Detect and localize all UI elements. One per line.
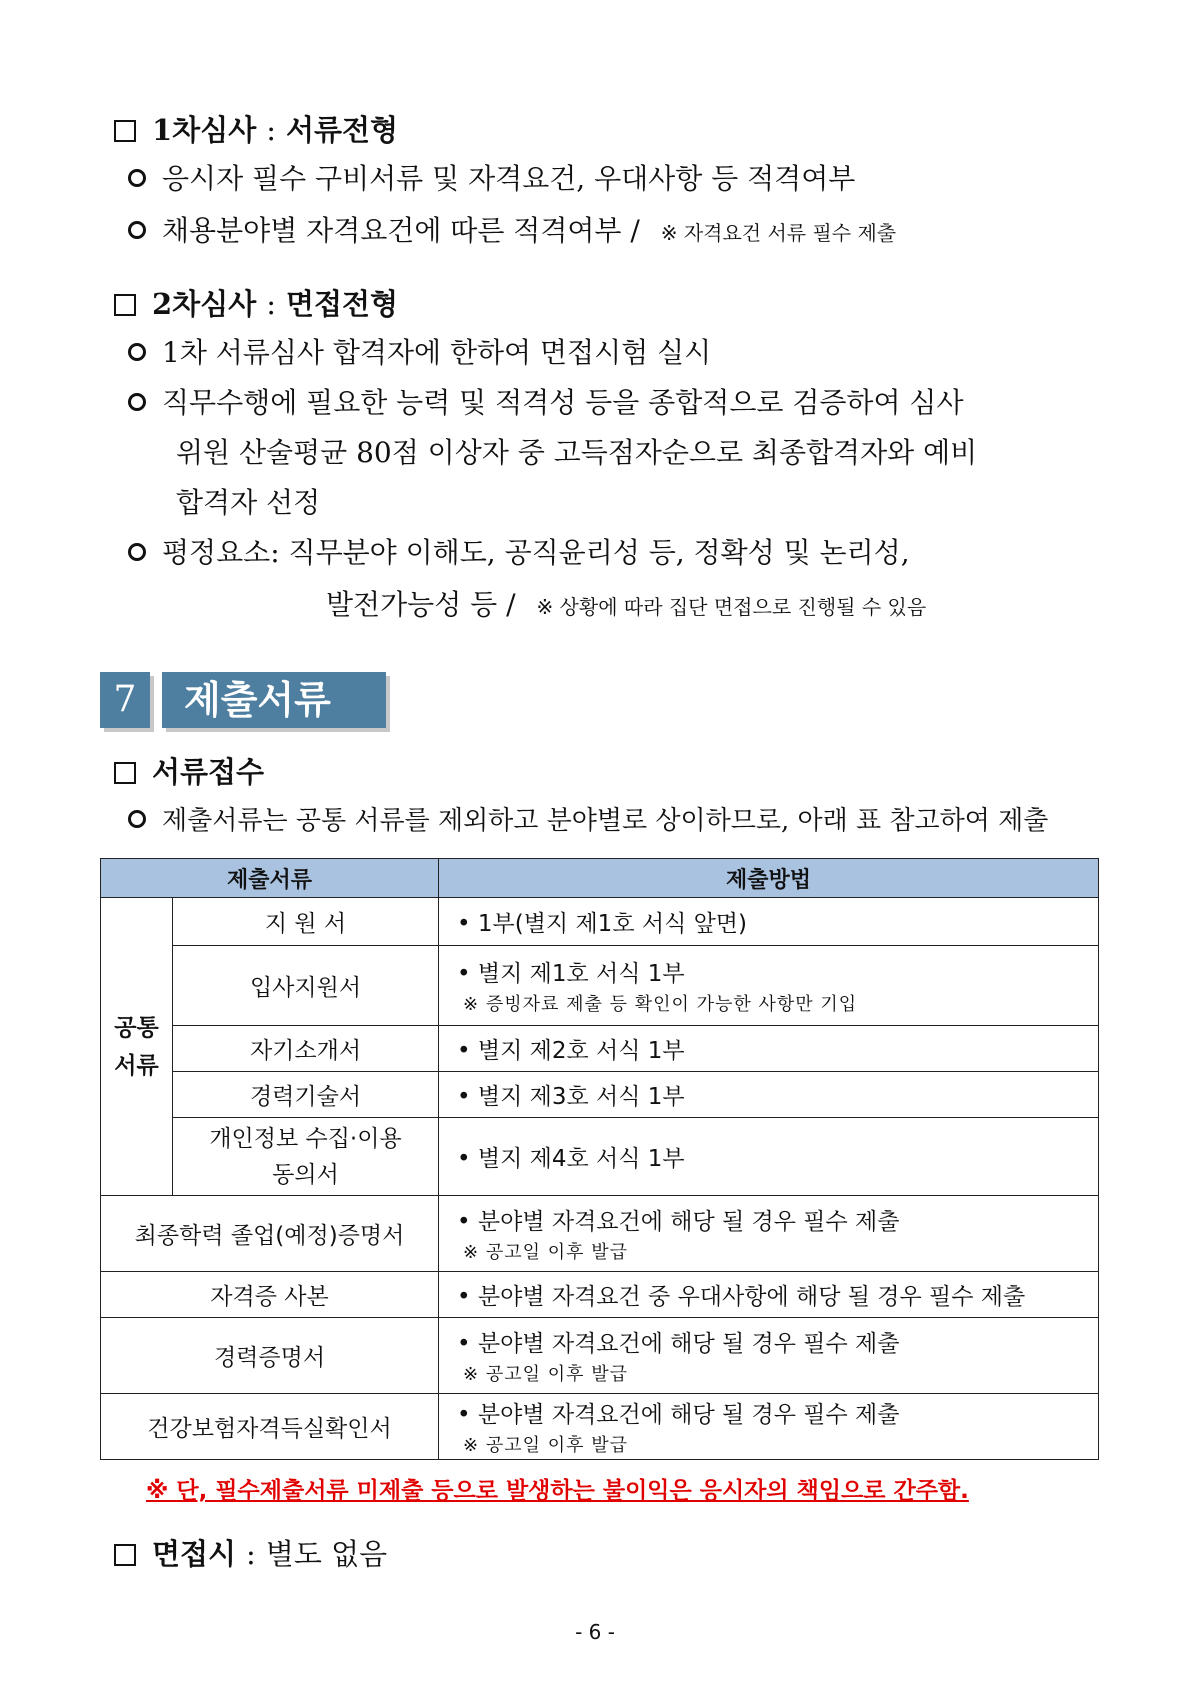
stage2-bullet-2 [128,378,1098,428]
method-note: ※ 공고일 이후 발급 [463,1242,628,1263]
interview-heading [114,1532,387,1573]
method-text: • 별지 제1호 서식 1부 [457,961,685,987]
common-docs-group [101,898,173,1196]
circle-bullet-icon [128,169,146,187]
method-note: ※ 공고일 이후 발급 [463,1364,628,1385]
doc-cell: 경력기술서 [173,1072,439,1118]
bullet-text: 1차 서류심사 합격자에 한하여 면접시험 실시 [162,336,712,369]
stage2-bullet-3-line2 [326,580,926,632]
table-row [101,946,1099,1026]
table-row [101,1026,1099,1072]
method-cell [439,1318,1099,1394]
method-cell: • 분야별 자격요건 중 우대사항에 해당 될 경우 필수 제출 [439,1272,1099,1318]
stage1-colon: : [266,113,277,147]
method-cell: • 1부(별지 제1호 서식 앞면) [439,898,1099,946]
group-label: 서류 [114,1052,159,1079]
table-row [101,898,1099,946]
table-row [101,1118,1099,1196]
page-number: - 6 - [575,1620,615,1644]
circle-bullet-icon [128,810,146,828]
circle-bullet-icon [128,343,146,361]
table-row [101,1196,1099,1272]
method-text: • 분야별 자격요건에 해당 될 경우 필수 제출 [457,1402,900,1428]
doc-cell: 건강보험자격득실확인서 [101,1394,439,1460]
doc-text: 동의서 [272,1161,339,1188]
doc-cell: 경력증명서 [101,1318,439,1394]
table-row [101,1394,1099,1460]
method-text: • 분야별 자격요건에 해당 될 경우 필수 제출 [457,1331,900,1357]
documents-table [100,858,1099,1460]
interview-value: 별도 없음 [265,1537,388,1571]
section-number: 7 [100,672,150,728]
section-title: 제출서류 [162,672,386,728]
stage1-subtitle: 서류전형 [286,113,399,147]
bullet-text: 직무수행에 필요한 능력 및 적격성 등을 종합적으로 검증하여 심사 [162,386,964,419]
method-cell: • 별지 제3호 서식 1부 [439,1072,1099,1118]
method-cell [439,946,1099,1026]
header-documents: 제출서류 [101,859,439,898]
bullet-text: 평정요소: 직무분야 이해도, 공직윤리성 등, 정확성 및 논리성, [162,536,910,569]
table-row [101,1272,1099,1318]
stage1-heading [114,108,398,149]
table-header-row [101,859,1099,898]
stage1-bullet-1 [128,154,855,204]
stage2-title: 2차심사 [152,287,257,321]
stage2-colon: : [266,287,277,321]
method-cell [439,1196,1099,1272]
stage2-bullet-2-line3: 합격자 선정 [176,486,321,519]
bullet-text: 발전가능성 등 / [326,588,516,621]
circle-bullet-icon [128,393,146,411]
receipt-heading [114,750,264,791]
doc-cell: 입사지원서 [173,946,439,1026]
interview-colon: : [246,1537,256,1571]
checkbox-square-icon [114,762,136,784]
bullet-text: 응시자 필수 구비서류 및 자격요건, 우대사항 등 적격여부 [162,162,856,195]
stage1-bullet-2 [128,206,896,258]
doc-cell: 자격증 사본 [101,1272,439,1318]
stage2-heading [114,282,398,323]
doc-cell: 최종학력 졸업(예정)증명서 [101,1196,439,1272]
stage1-title: 1차심사 [152,113,257,147]
method-cell: • 별지 제4호 서식 1부 [439,1118,1099,1196]
stage2-bullet-1 [128,328,711,378]
doc-cell: 지 원 서 [173,898,439,946]
stage2-subtitle: 면접전형 [286,287,399,321]
bullet-text: 채용분야별 자격요건에 따른 적격여부 / [162,214,640,247]
method-note: ※ 증빙자료 제출 등 확인이 가능한 사항만 기입 [463,994,858,1015]
stage2-bullet-2-line2: 위원 산술평균 80점 이상자 중 고득점자순으로 최종합격자와 예비 [176,436,978,469]
receipt-title: 서류접수 [152,755,265,789]
checkbox-square-icon [114,1544,136,1566]
method-cell [439,1394,1099,1460]
group-label: 공통 [114,1014,159,1041]
checkbox-square-icon [114,120,136,142]
stage1-note: ※ 자격요건 서류 필수 제출 [660,221,897,245]
circle-bullet-icon [128,543,146,561]
stage2-bullet-3 [128,528,910,578]
method-cell: • 별지 제2호 서식 1부 [439,1026,1099,1072]
doc-cell: 자기소개서 [173,1026,439,1072]
doc-cell [173,1118,439,1196]
doc-text: 개인정보 수집·이용 [209,1125,402,1152]
table-row [101,1072,1099,1118]
interview-title: 면접시 [152,1537,237,1571]
table-row [101,1318,1099,1394]
warning-note: ※ 단, 필수제출서류 미제출 등으로 발생하는 불이익은 응시자의 책임으로 간주함. [146,1478,969,1504]
receipt-bullet [128,796,1048,846]
circle-bullet-icon [128,221,146,239]
header-method: 제출방법 [439,859,1099,898]
method-note: ※ 공고일 이후 발급 [463,1435,628,1456]
stage2-note: ※ 상황에 따라 집단 면접으로 진행될 수 있음 [536,595,927,619]
checkbox-square-icon [114,294,136,316]
bullet-text: 제출서류는 공통 서류를 제외하고 분야별로 상이하므로, 아래 표 참고하여 제출 [162,806,1049,836]
method-text: • 분야별 자격요건에 해당 될 경우 필수 제출 [457,1209,900,1235]
